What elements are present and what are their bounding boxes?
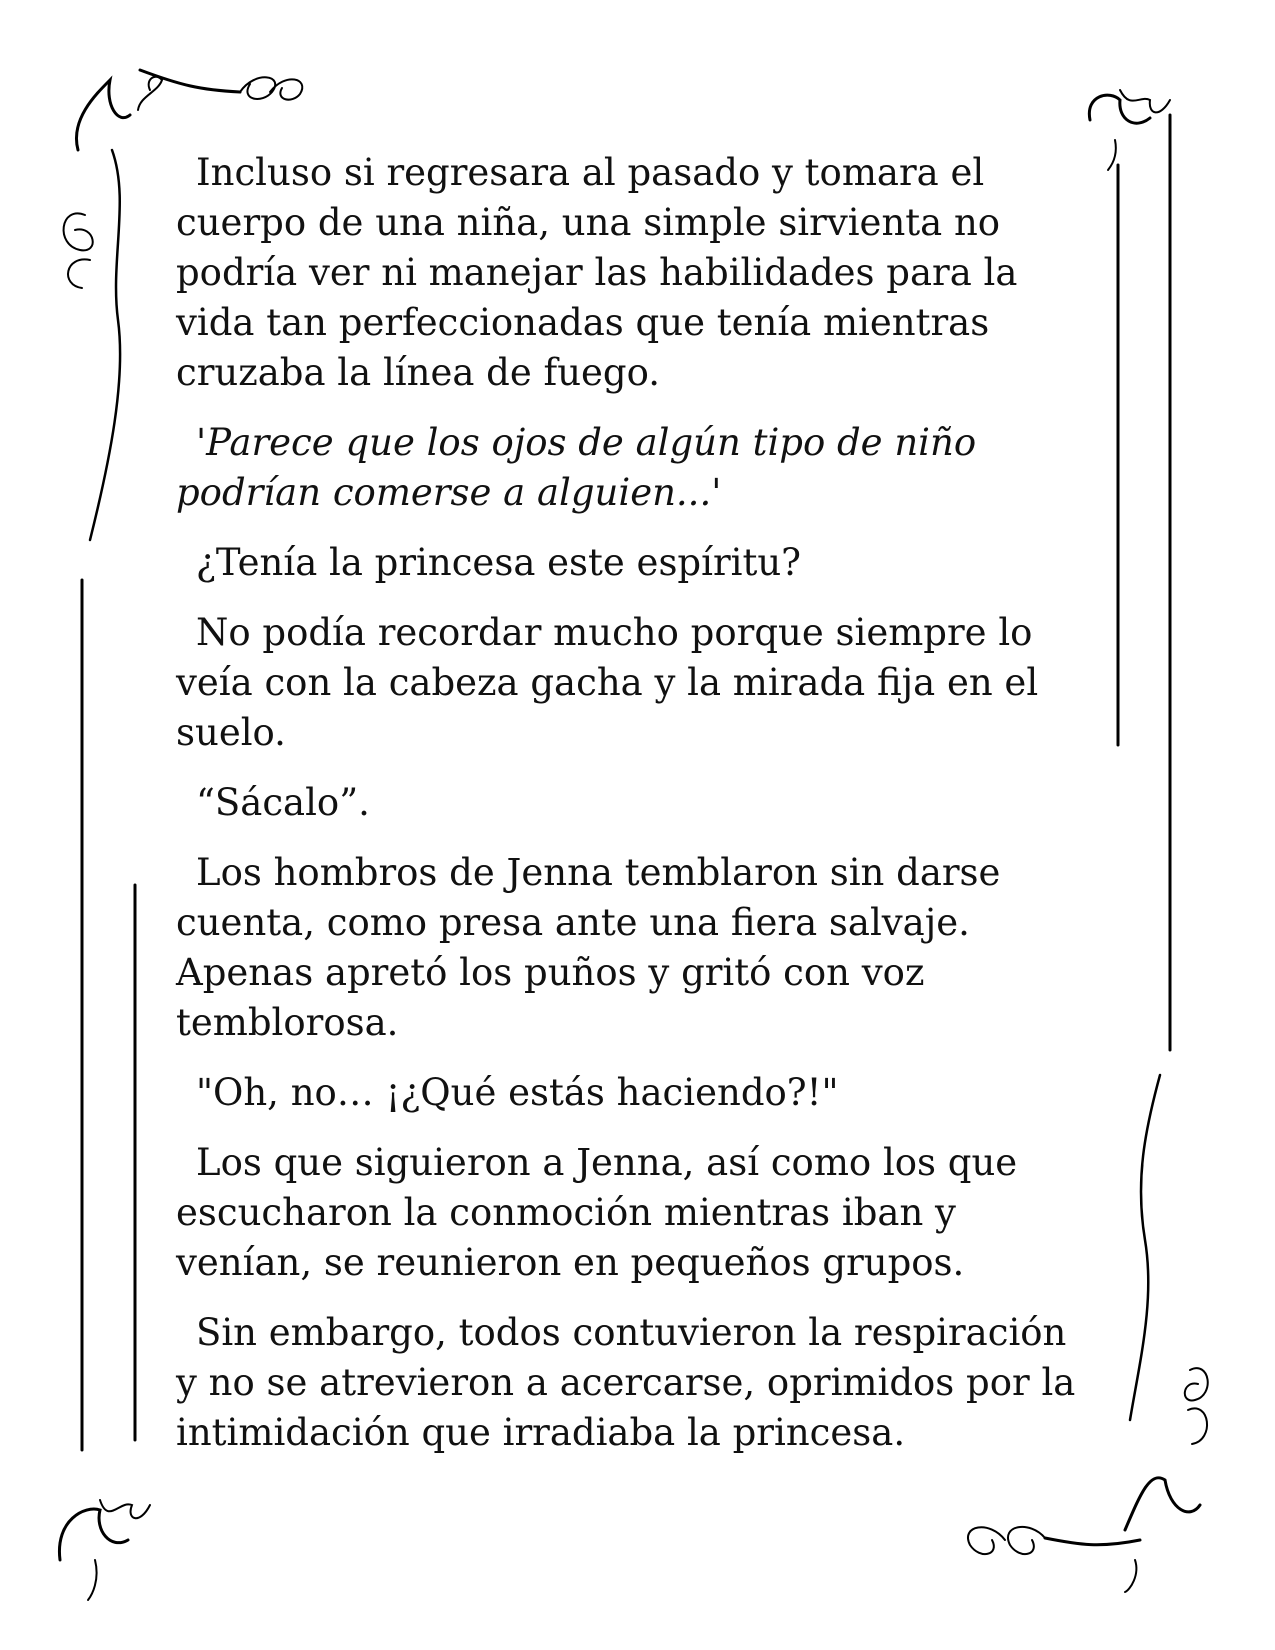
paragraph-dialogue: “Sácalo”. bbox=[196, 781, 370, 824]
top-right-flourish-icon bbox=[1089, 90, 1170, 170]
paragraph: ¿Tenía la princesa este espíritu? bbox=[196, 541, 802, 584]
paragraph: Sin embargo, todos contuvieron la respiración y no se atrevieron a acercarse, oprimidos por la intimidación que irradiaba la princesa. bbox=[176, 1311, 1076, 1454]
paragraph: Incluso si regresara al pasado y tomara el cuerpo de una niña, una simple sirvienta no podría ver ni manejar las habilidades para la vida tan perfeccionadas que tenía mientras cruzaba la línea de fuego. bbox=[176, 151, 1018, 394]
paragraph-thought: 'Parece que los ojos de algún tipo de niño podrían comerse a alguien...' bbox=[176, 421, 977, 514]
story-text bbox=[176, 148, 1096, 1478]
paragraph-dialogue: "Oh, no… ¡¿Qué estás haciendo?!" bbox=[196, 1071, 839, 1114]
paragraph: No podía recordar mucho porque siempre lo veía con la cabeza gacha y la mirada fija en el suelo. bbox=[176, 611, 1039, 754]
bottom-left-flourish-icon bbox=[59, 1500, 150, 1600]
paragraph: Los hombros de Jenna temblaron sin darse cuenta, como presa ante una fiera salvaje. Apenas apretó los puños y gritó con voz temblorosa. bbox=[176, 851, 1001, 1044]
paragraph: Los que siguieron a Jenna, así como los que escucharon la conmoción mientras iban y venían, se reunieron en pequeños grupos. bbox=[176, 1141, 1018, 1284]
